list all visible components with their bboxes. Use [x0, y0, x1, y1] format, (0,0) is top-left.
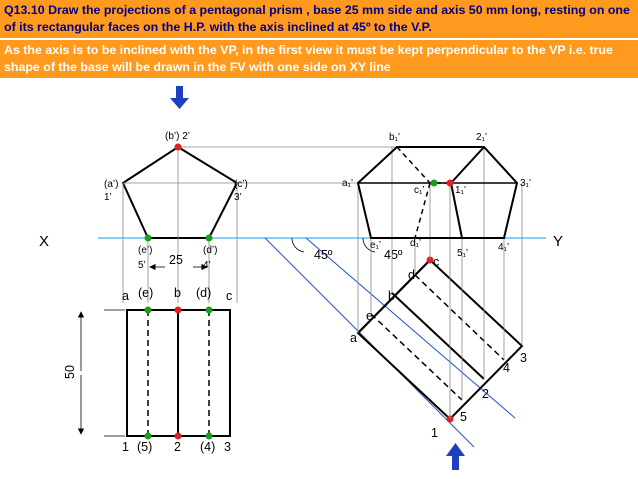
fv2-label-51: 5₁’ — [457, 248, 469, 259]
tv-label-b: b — [174, 286, 181, 300]
tv-label-3: 3 — [224, 440, 231, 454]
final-front-view — [358, 147, 517, 238]
tv2-label-d: d — [408, 268, 415, 282]
tv-label-1: 1 — [122, 440, 129, 454]
label-4-prime: 4’ — [203, 260, 211, 271]
x-label: X — [39, 233, 50, 250]
tv2-label-b: b — [388, 289, 395, 303]
fv2-label-c1: c₁’ — [414, 185, 425, 196]
fv2-label-e1: e₁’ — [370, 240, 382, 251]
tv-label-a: a — [122, 289, 129, 303]
projectors-fv1 — [123, 147, 397, 303]
title-text: Q13.10 Draw the projections of a pentagonal prism , base 25 mm side and axis 50 mm long, resting on one of its rectangular faces on the H.P. with the axis inclined at 45º to the V.P. — [4, 3, 630, 34]
pentagon-fv — [123, 147, 237, 238]
fv2-label-41: 4₁’ — [498, 242, 510, 253]
tv2-label-c: c — [433, 255, 440, 269]
tv-label-5: (5) — [137, 440, 153, 454]
tv-label-c: c — [226, 289, 233, 303]
label-1-prime: 1’ — [104, 192, 112, 203]
label-c-prime: (c’) — [234, 179, 248, 190]
angle-label-2: 45º — [384, 248, 403, 262]
point-d-dot — [206, 235, 213, 242]
tv2-label-2: 2 — [482, 387, 489, 401]
label-5-prime: 5’ — [138, 260, 146, 271]
angle-label-1: 45º — [314, 248, 333, 262]
fv2-label-21: 2₁’ — [476, 132, 488, 143]
y-label: Y — [553, 233, 564, 250]
fv2-label-a1: a₁’ — [342, 178, 354, 189]
point-e-dot — [145, 235, 152, 242]
label-e-prime: (e’) — [138, 245, 153, 256]
tv2-label-5: 5 — [460, 410, 467, 424]
tv-label-2: 2 — [174, 440, 181, 454]
label-b-prime: (b’) 2’ — [165, 131, 191, 142]
arrow-down-icon — [170, 86, 189, 109]
fv2-label-31: 3₁’ — [520, 178, 532, 189]
tv2-label-a: a — [350, 331, 357, 345]
label-d-prime: (d’) — [203, 245, 218, 256]
dimension-side: 25 — [169, 253, 183, 267]
label-a-prime: (a’) — [104, 179, 119, 190]
dimension-axis: 50 — [63, 365, 77, 379]
label-3-prime: 3’ — [234, 192, 242, 203]
note-text: As the axis is to be inclined with the VP, in the first view it must be kept perpendicular to the VP i.e. true shape of the base will be drawn in the FV with one side on XY line — [4, 43, 613, 74]
fv2-label-11: 1₁’ — [455, 185, 467, 196]
tv2-label-e: e — [366, 309, 373, 323]
tv2-label-3: 3 — [520, 351, 527, 365]
inclined-top-view — [358, 260, 522, 419]
arrow-up-icon — [446, 443, 465, 470]
tv2-label-4: 4 — [503, 361, 510, 375]
tv-label-4: (4) — [200, 440, 216, 454]
fv2-label-d1: d₁’ — [410, 238, 422, 249]
tv-label-e: (e) — [138, 286, 154, 300]
fv2-label-b1: b₁’ — [389, 132, 401, 143]
tv2-label-1: 1 — [431, 426, 438, 440]
point-b-dot — [175, 144, 182, 151]
tv-label-d: (d) — [196, 286, 212, 300]
